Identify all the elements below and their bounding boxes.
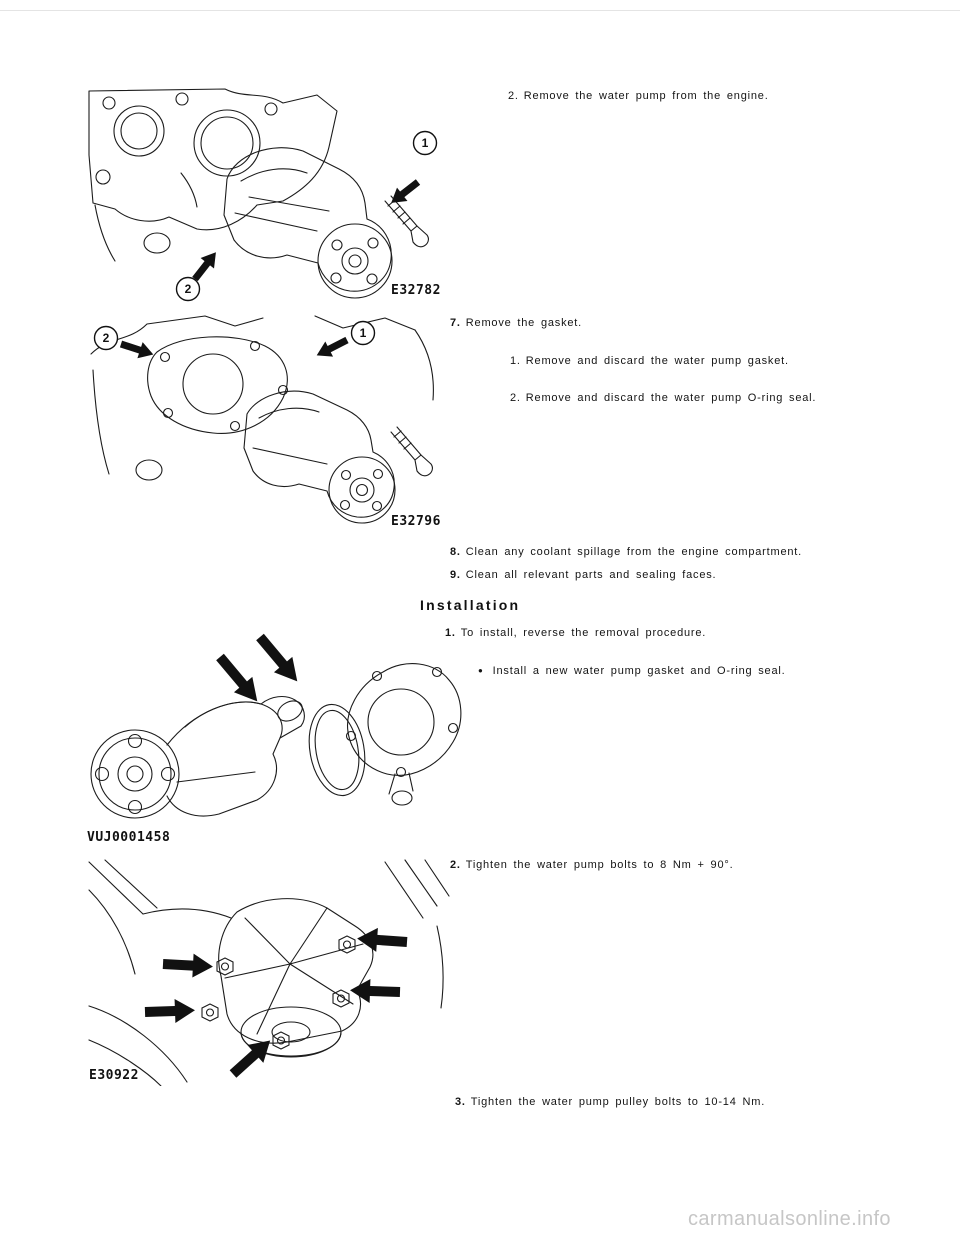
bolt-lineart	[385, 196, 428, 247]
step-text: Clean any coolant spillage from the engine compartment.	[465, 546, 802, 558]
step-number: 2.	[450, 859, 461, 871]
gasket-lineart	[148, 337, 288, 434]
water-pump-lineart	[224, 148, 392, 298]
figure-water-pump-removal	[85, 85, 445, 307]
callout-1-label: 1	[421, 136, 429, 150]
removal-step-remove-pump	[508, 90, 769, 102]
removal-step-8	[450, 546, 802, 558]
figure-code: E32782	[391, 283, 441, 298]
water-pump-lineart	[244, 391, 395, 523]
step-text: Tighten the water pump pulley bolts to 10-14 Nm.	[470, 1096, 766, 1108]
installation-heading: Installation	[420, 597, 521, 613]
figure-code: E30922	[89, 1068, 139, 1083]
callout-2	[177, 278, 200, 301]
pointer-arrows	[118, 332, 350, 363]
removal-step-7-sub-2	[510, 392, 816, 404]
pointer-arrows	[211, 632, 307, 709]
installation-step-3	[455, 1096, 765, 1108]
figure-gasket-removal	[85, 310, 445, 535]
removal-step-7	[450, 317, 582, 329]
step-text: Install a new water pump gasket and O-ring seal.	[492, 665, 786, 677]
step-number: 1.	[445, 627, 456, 639]
gasket-oring-illustration	[85, 632, 470, 848]
bolt-tighten-illustration	[85, 856, 450, 1086]
figure-code: E32796	[391, 514, 441, 529]
step-text: Tighten the water pump bolts to 8 Nm + 90°.	[465, 859, 734, 871]
bullet-icon: ●	[478, 665, 484, 675]
callout-2-label: 2	[102, 331, 110, 345]
installation-step-2	[450, 859, 733, 871]
callout-2-label: 2	[184, 282, 192, 296]
step-number: 1.	[510, 355, 521, 367]
step-text: Remove and discard the water pump O-ring seal.	[525, 392, 817, 404]
watermark: carmanualsonline.info	[688, 1208, 891, 1230]
engine-block-lineart	[89, 89, 337, 261]
installation-step-1-bullet	[478, 665, 786, 677]
step-number: 8.	[450, 546, 461, 558]
step-text: Remove the gasket.	[465, 317, 583, 329]
water-pump-lineart	[91, 697, 306, 818]
step-number: 2.	[510, 392, 521, 404]
callout-2	[95, 327, 118, 350]
removal-step-9	[450, 569, 716, 581]
step-number: 9.	[450, 569, 461, 581]
scan-edge-line	[0, 10, 960, 11]
step-text: Clean all relevant parts and sealing faces.	[465, 569, 717, 581]
gasket-lineart	[347, 664, 461, 805]
step-text: Remove the water pump from the engine.	[523, 90, 769, 102]
o-ring-lineart	[302, 700, 371, 800]
callout-1	[352, 322, 375, 345]
callout-1-label: 1	[359, 326, 367, 340]
step-text: Remove and discard the water pump gasket.	[525, 355, 789, 367]
callout-1	[414, 132, 437, 155]
pointer-arrows	[188, 175, 423, 284]
gasket-removal-illustration	[85, 310, 445, 535]
engine-edges-lineart	[91, 316, 433, 480]
step-text: To install, reverse the removal procedure.	[460, 627, 707, 639]
figure-code: VUJ0001458	[87, 830, 171, 845]
step-number: 3.	[455, 1096, 466, 1108]
step-number: 2.	[508, 90, 519, 102]
figure-gasket-oring	[85, 632, 470, 848]
bolt-lineart	[391, 427, 432, 476]
engine-bay-lineart	[89, 860, 449, 1086]
water-pump-lineart	[219, 899, 373, 1057]
installation-step-1	[445, 627, 706, 639]
removal-step-7-sub-1	[510, 355, 789, 367]
figure-bolt-tighten	[85, 856, 450, 1086]
step-number: 7.	[450, 317, 461, 329]
water-pump-removal-illustration	[85, 85, 445, 307]
